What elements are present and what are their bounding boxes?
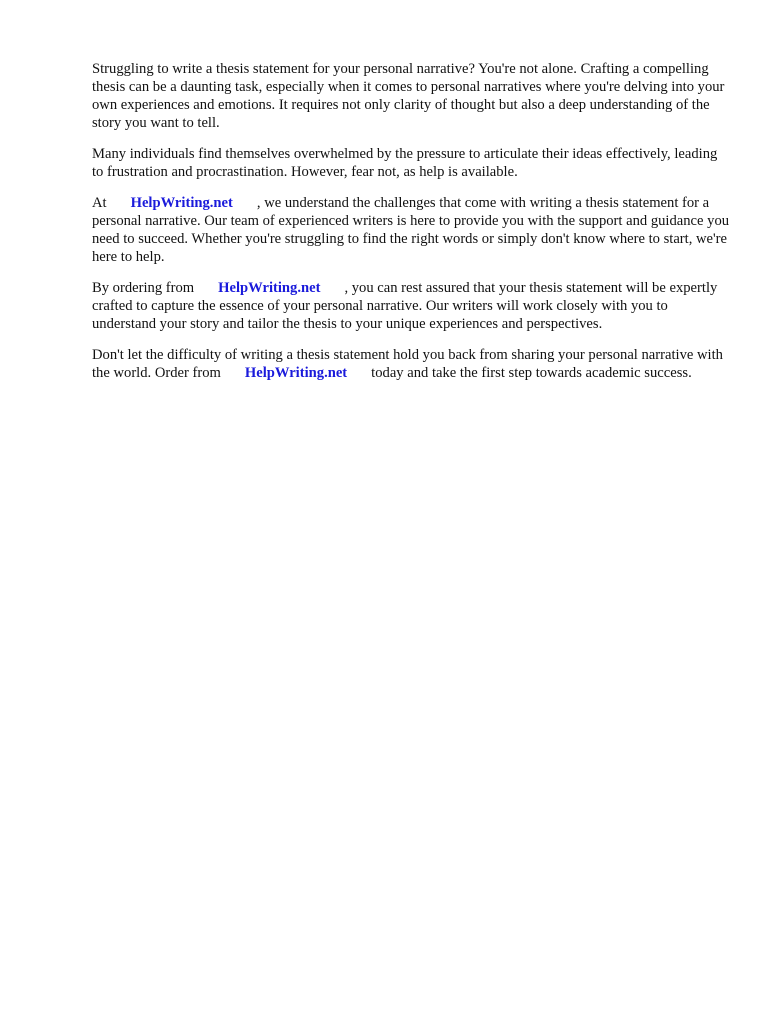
helpwriting-link[interactable]: HelpWriting.net xyxy=(218,280,321,296)
paragraph-closing xyxy=(92,346,732,382)
document-body xyxy=(92,60,732,395)
paragraph-text-before: By ordering from xyxy=(92,280,195,296)
helpwriting-link[interactable]: HelpWriting.net xyxy=(244,365,348,381)
paragraph-text: Many individuals find themselves overwhelmed by the pressure to articulate their ideas effectively, leading to frustration and procrastination. However, fear not, as help is available. xyxy=(92,146,718,180)
paragraph-text-after: , you can rest assured that your thesis statement will be expertly crafted to capture the essence of your personal narrative. Our writers will work closely with you to understand your story and tailor the thesis to your unique experiences and perspectives. xyxy=(92,280,718,332)
paragraph-text: Struggling to write a thesis statement for your personal narrative? You're not alone. Crafting a compelling thesis can be a daunting task, especially when it comes to personal narratives where you're delving into your own experiences and emotions. It requires not only clarity of thought but also a deep understanding of the story you want to tell. xyxy=(92,61,725,131)
paragraph-intro xyxy=(92,60,732,132)
paragraph-text-before: At xyxy=(92,195,107,211)
paragraph-ordering xyxy=(92,279,732,333)
paragraph-text-after: , we understand the challenges that come with writing a thesis statement for a personal narrative. Our team of experienced writers is here to provide you with the support and guidance you need to succeed. Whether you're struggling to find the right words or simply don't know where to start, we're here to help. xyxy=(92,195,730,265)
paragraph-text-before: Don't let the difficulty of writing a thesis statement hold you back from sharing your personal narrative with the world. Order from xyxy=(92,347,723,381)
helpwriting-link[interactable]: HelpWriting.net xyxy=(130,195,233,211)
paragraph-text-after: today and take the first step towards academic success. xyxy=(371,365,692,381)
paragraph-at-helpwriting xyxy=(92,194,732,266)
paragraph-overwhelmed xyxy=(92,145,732,181)
